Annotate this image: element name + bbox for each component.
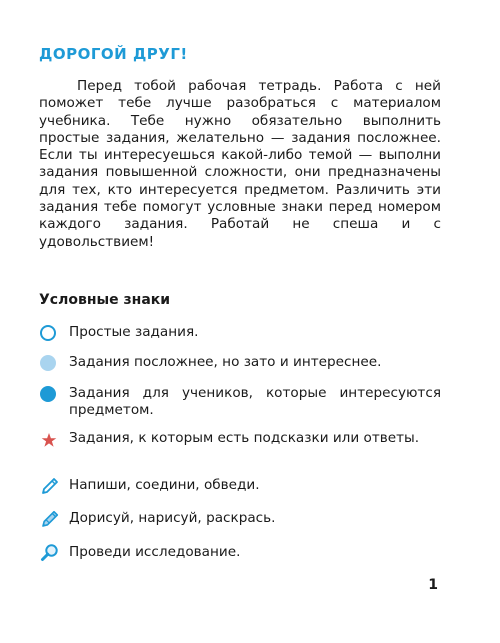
legend-item-text: Дорисуй, нарисуй, раскрась.: [69, 510, 276, 526]
pen-icon: [39, 475, 61, 497]
intro-paragraph: Перед тобой рабочая тетрадь. Работа с ней поможет тебе лучше разобраться с материалом учебника. Тебе нужно обязательно выполнить простые задания, желательно — задания посложнее. Если ты интересуешься какой-либо темой — выполни задания повышенной сложности, они предназначены для тех, кто интересуется предметом. Различить эти задания тебе помогут условные знаки перед номером каждого задания. Работай не спеша и с удовольствием!: [39, 78, 441, 250]
legend-item-text: Задания для учеников, которые интересуются предметом.: [69, 385, 441, 419]
blue-circle-icon: [40, 386, 56, 402]
legend-item-text: Задания, к которым есть подсказки или ответы.: [69, 430, 420, 446]
red-asterisk-icon: [39, 430, 59, 450]
page-heading: ДОРОГОЙ ДРУГ!: [39, 45, 188, 63]
legend-item-text: Напиши, соедини, обведи.: [69, 477, 260, 493]
magnifier-icon: [39, 542, 61, 564]
pencil-icon: [39, 508, 61, 530]
page-number: 1: [428, 577, 438, 593]
empty-blue-circle-icon: [40, 325, 56, 341]
legend-item-text: Задания посложнее, но зато и интереснее.: [69, 354, 382, 370]
light-blue-circle-icon: [40, 355, 56, 371]
legend-item-text: Простые задания.: [69, 324, 199, 340]
legend-title: Условные знаки: [39, 292, 171, 308]
legend-item-text: Проведи исследование.: [69, 544, 241, 560]
